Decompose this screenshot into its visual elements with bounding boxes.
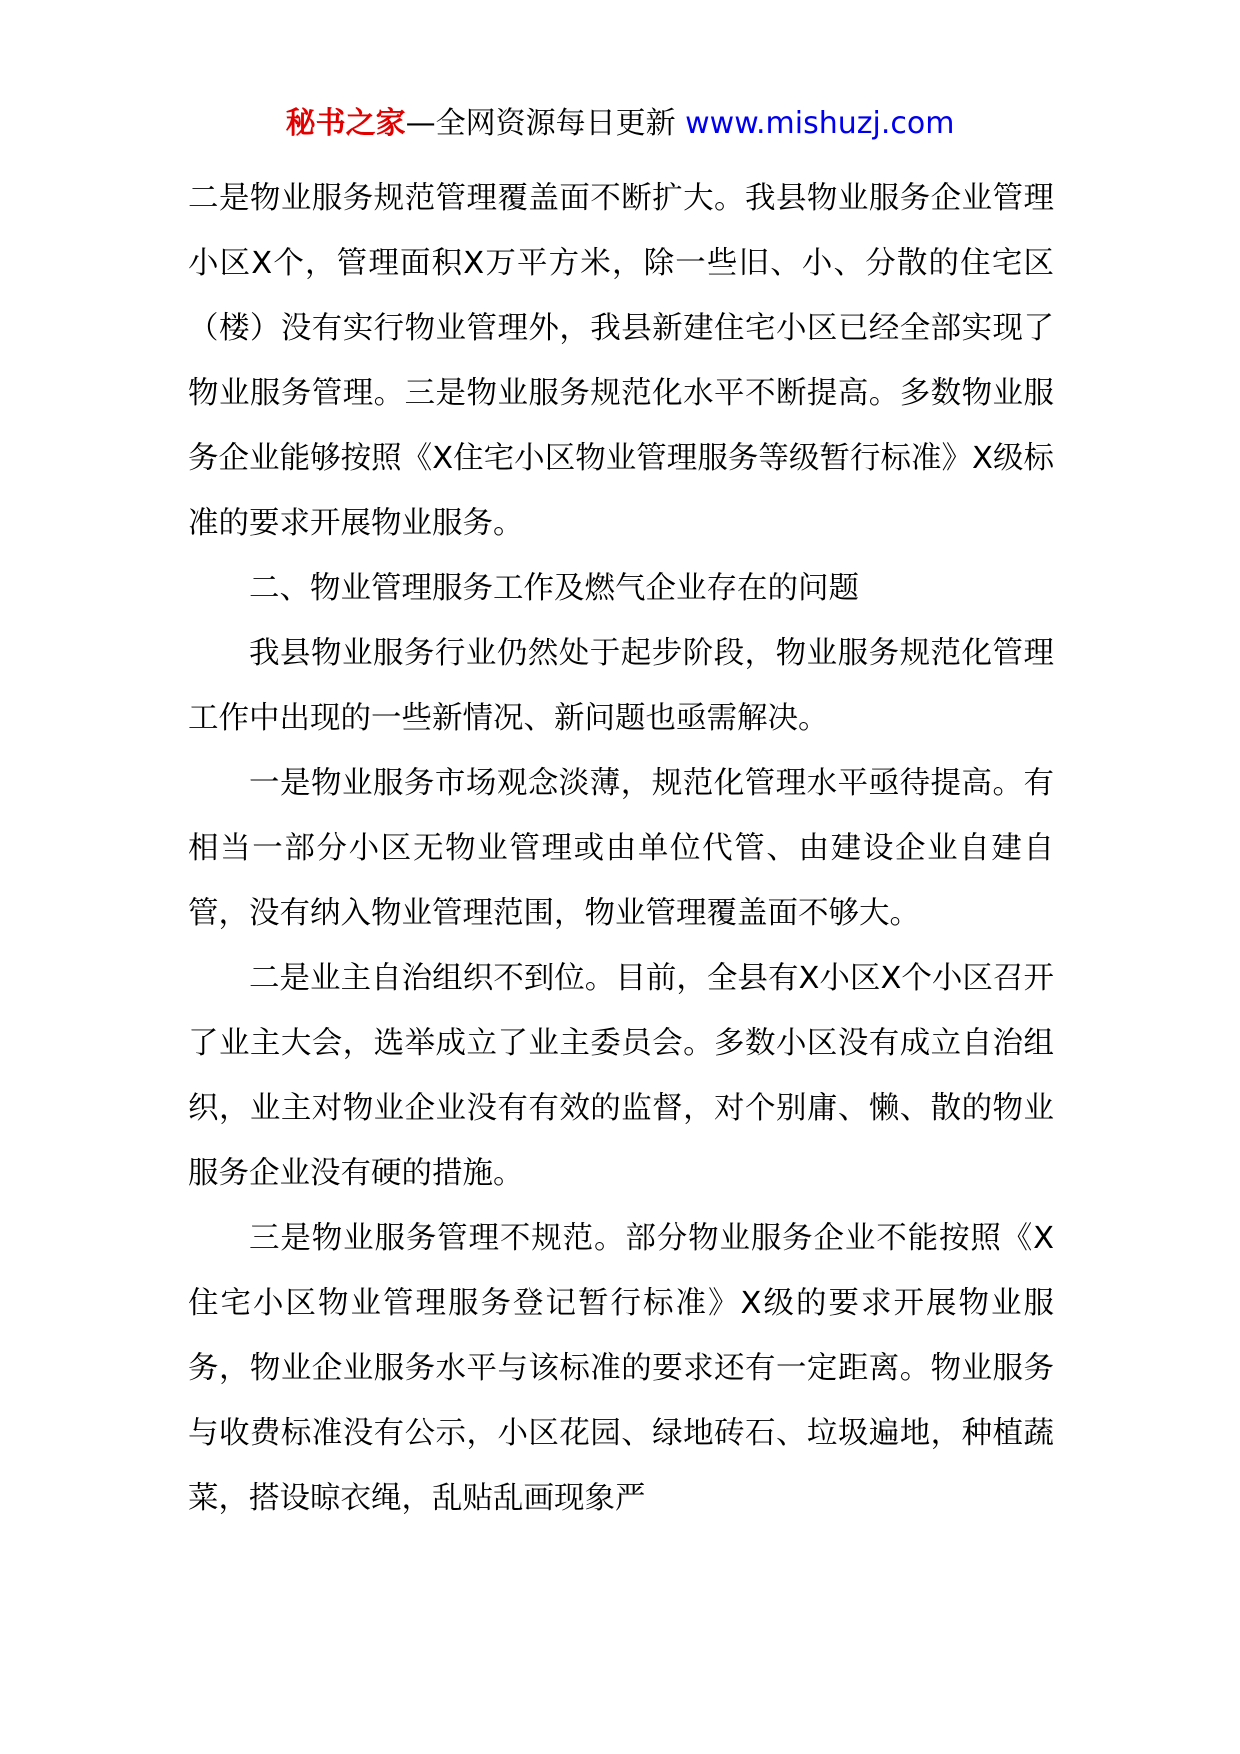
document-body <box>188 166 1054 1531</box>
paragraph-continuation: 二是物业服务规范管理覆盖面不断扩大。我县物业服务企业管理小区X个，管理面积X万平方米，除一些旧、小、分散的住宅区（楼）没有实行物业管理外，我县新建住宅小区已经全部实现了物业服务管理。三是物业服务规范化水平不断提高。多数物业服务企业能够按照《X住宅小区物业管理服务等级暂行标准》X级标准的要求开展物业服务。 <box>188 181 1054 541</box>
section-heading: 二、物业管理服务工作及燃气企业存在的问题 <box>249 571 859 606</box>
paragraph: 我县物业服务行业仍然处于起步阶段，物业服务规范化管理工作中出现的一些新情况、新问题也亟需解决。 <box>188 636 1054 736</box>
paragraph: 三是物业服务管理不规范。部分物业服务企业不能按照《X住宅小区物业管理服务登记暂行标准》X级的要求开展物业服务，物业企业服务水平与该标准的要求还有一定距离。物业服务与收费标准没有公示，小区花园、绿地砖石、垃圾遍地，种植蔬菜，搭设晾衣绳，乱贴乱画现象严 <box>188 1221 1054 1516</box>
paragraph: 一是物业服务市场观念淡薄，规范化管理水平亟待提高。有相当一部分小区无物业管理或由单位代管、由建设企业自建自管，没有纳入物业管理范围，物业管理覆盖面不够大。 <box>188 766 1054 931</box>
site-url-link[interactable]: www.mishuzj.com <box>685 106 955 141</box>
brand-name: 秘书之家 <box>285 106 406 141</box>
page-header <box>0 102 1240 146</box>
header-tagline: —全网资源每日更新 <box>405 106 676 141</box>
paragraph: 二是业主自治组织不到位。目前，全县有X小区X个小区召开了业主大会，选举成立了业主委员会。多数小区没有成立自治组织，业主对物业企业没有有效的监督，对个别庸、懒、散的物业服务企业没有硬的措施。 <box>188 961 1054 1191</box>
